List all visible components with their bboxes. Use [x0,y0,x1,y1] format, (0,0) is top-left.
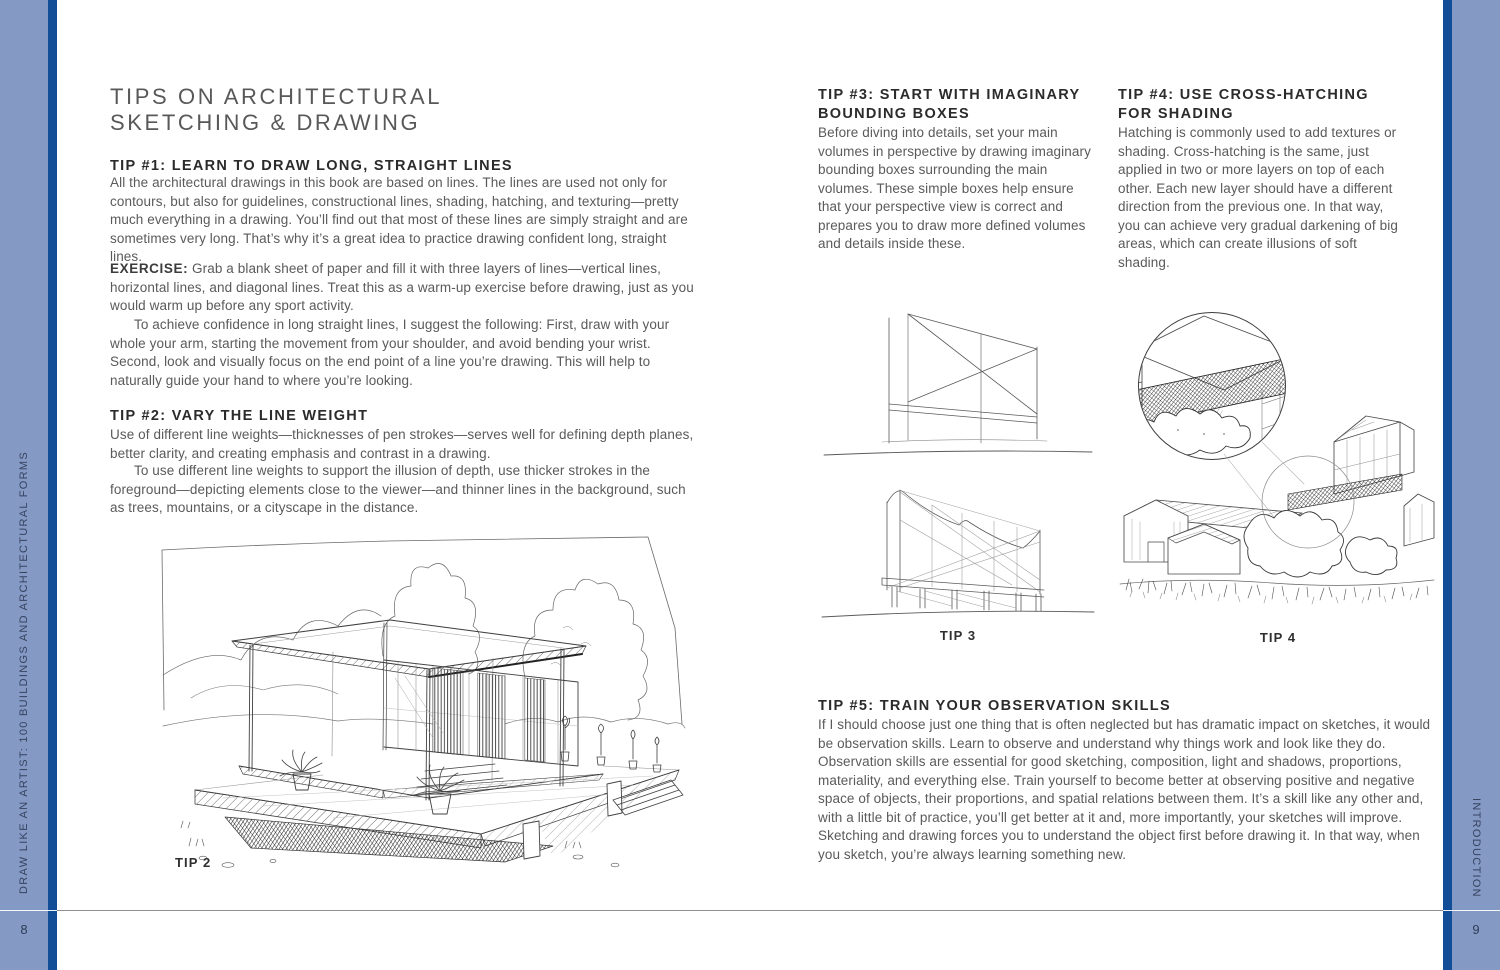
page-title-line2: SKETCHING & DRAWING [110,110,421,135]
tip5-body: If I should choose just one thing that is often neglected but has dramatic impact on sketches, it would be observation skills. Learn to observe and understand why things work and look like they do. Observation skills are essential for good sketching, composition, light and shadows, proportions, materiality, and everything else. Train yourself to become better at observing positive and negative space of objects, their proportions, and spatial relations between them. It’s a skill like any other and, with a little bit of practice, you’ll get better at it and, more importantly, your sketches will improve. Sketching and drawing forces you to understand the object first before drawing it. In that way, when you sketch, you’re always learning something new. [818,717,1431,862]
tip3-body: Before diving into details, set your main volumes in perspective by drawing imaginary bounding boxes surrounding the main volumes. These simple boxes help ensure that your perspective view is correct and prepares you to draw more defined volumes and details inside these. [818,125,1091,251]
figure-tip4-cross-hatching [1112,294,1444,620]
tip3-heading: TIP #3: START WITH IMAGINARY BOUNDING BOXES [818,87,1081,122]
figure-tip3-label: TIP 3 [939,628,977,643]
book-title-vertical-text: DRAW LIKE AN ARTIST: 100 BUILDINGS AND ARCHITECTURAL FORMS [18,451,30,894]
tip2-paragraph2: To use different line weights to support the illusion of depth, use thicker strokes in the foreground—depicting elements close to the viewer—and thinner lines in the background, such as trees, mountains, or a cityscape in the distance. [110,463,686,515]
figure-tip2-house-sketch [133,528,699,868]
tip5-heading: TIP #5: TRAIN YOUR OBSERVATION SKILLS [818,698,1171,714]
tip1-heading: TIP #1: LEARN TO DRAW LONG, STRAIGHT LINES [110,158,513,174]
footer-rule-band-left [0,910,57,911]
tip4-heading: TIP #4: USE CROSS-HATCHING FOR SHADING [1118,87,1369,122]
chapter-title-vertical-text: INTRODUCTION [1470,798,1482,898]
figure-tip4-label: TIP 4 [1259,630,1297,645]
cross-hatching-svg [1112,294,1444,620]
chapter-title-vertical [1452,798,1500,898]
figure-tip3-bounding-boxes [812,290,1102,622]
book-title-vertical [0,451,48,894]
footer-rule-band-right [1443,910,1500,911]
page-title [110,84,442,136]
exercise-text: Grab a blank sheet of paper and fill it with three layers of lines—vertical lines, horizontal lines, and diagonal lines. Treat this as a warm-up exercise before drawing, just as you would warm up before any sport activity. [110,261,694,313]
tip2-heading: TIP #2: VARY THE LINE WEIGHT [110,408,369,424]
tip1-body: All the architectural drawings in this book are based on lines. The lines are used not only for contours, but also for guidelines, constructional lines, shading, hatching, and texturing—pretty much everything in a drawing. You’ll find out that most of these lines are simply straight and are sometimes very long. That’s why it’s a great idea to practice drawing confident long, straight lines. [110,175,688,264]
spine-stripe-right [1443,0,1452,970]
tip2-paragraph1: Use of different line weights—thicknesses of pen strokes—serves well for defining depth planes, better clarity, and creating emphasis and contrast in a drawing. [110,427,694,461]
exercise-label: EXERCISE: [110,261,189,276]
house-sketch-svg [133,528,699,868]
page-title-line1: TIPS ON ARCHITECTURAL [110,84,443,109]
tip1-paragraph2: To achieve confidence in long straight lines, I suggest the following: First, draw with your whole your arm, starting the movement from your shoulder, and avoid bending your wrist. Second, look and visually focus on the end point of a line you’re drawing. This will help to naturally guide your hand to where you’re looking. [110,317,670,388]
page-number-right: 9 [1472,922,1480,937]
tip4-body: Hatching is commonly used to add textures or shading. Cross-hatching is the same, just applied in two or more layers on top of each other. Each new layer should have a different direction from the previous one. In that way, you can achieve very gradual darkening of big areas, which can create illusions of soft shading. [1118,125,1398,270]
spine-stripe-left [48,0,57,970]
footer-rule [57,910,1443,911]
page-number-left: 8 [20,922,28,937]
bounding-boxes-svg [812,290,1102,622]
exercise-paragraph [110,260,695,316]
figure-tip2-label: TIP 2 [175,855,212,870]
